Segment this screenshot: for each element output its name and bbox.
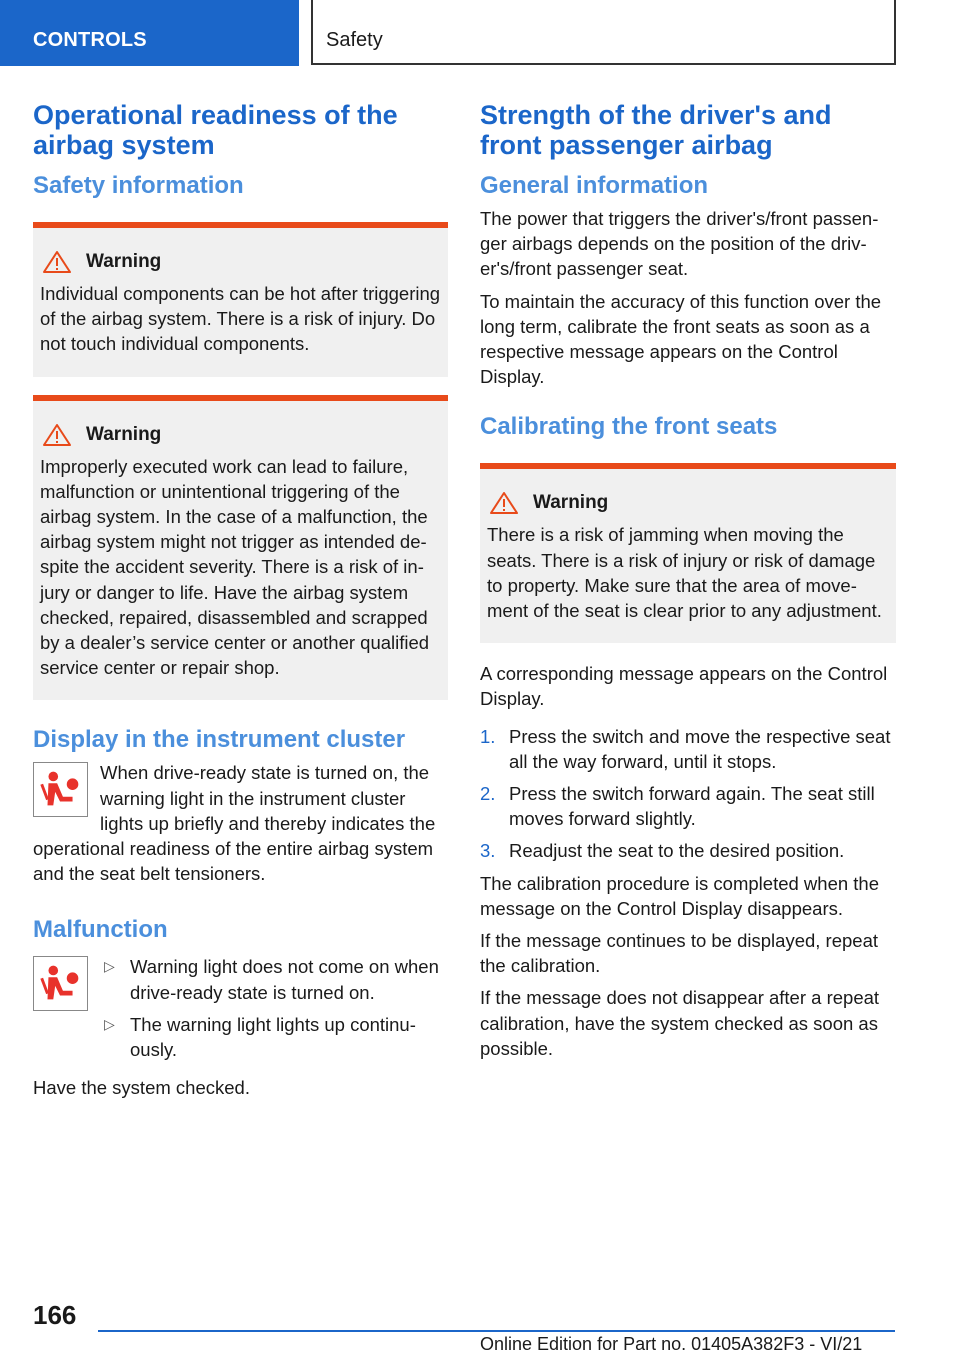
paragraph: To maintain the accuracy of this function over the long term, calibrate the front seats as soon as a respective message appears on the Control Display.: [480, 290, 882, 388]
airbag-warning-light-icon: [33, 956, 88, 1011]
warning-text: Improperly executed work can lead to failure, malfunction or unintentional triggering of the airbag system. In the case of a malfunction, the airbag system might not trigger as intended despite the accident severity. There is a risk of injury or danger to life. Have the airbag system checked, repaired, disassembled and scrapped by a dealer’s service center or another qualified service center or repair shop.: [40, 455, 430, 679]
page-header: [0, 0, 960, 66]
list-item: ▷ The warning light lights up continuously.: [104, 1013, 416, 1061]
paragraph: The power that triggers the driver's/front passenger airbags depends on the position of the driver's/front passenger seat.: [480, 208, 879, 280]
section-title-airbag-strength: Strength of the driver's and front passenger airbag: [480, 100, 832, 160]
step-number: 1.: [480, 725, 496, 747]
list-item: [480, 781, 896, 831]
step-number: 2.: [480, 783, 496, 805]
list-item: [480, 724, 896, 774]
warning-text: There is a risk of jamming when moving the seats. There is a risk of injury or risk of damage to property. Make sure that the area of movement of the seat is clear prior to any adjustment.: [487, 524, 882, 622]
subheading-display-instrument-cluster: Display in the instrument cluster: [33, 726, 406, 754]
subheading-malfunction: Malfunction: [33, 916, 168, 944]
warning-triangle-icon: [42, 250, 72, 274]
warning-box-improper-work: [33, 395, 448, 701]
warning-box-hot-components: [33, 222, 448, 377]
warning-triangle-icon: [42, 423, 72, 447]
left-column: [33, 100, 448, 1107]
paragraph: The calibration procedure is completed when the message on the Control Display disappears.: [480, 872, 880, 919]
subheading-general-information: General information: [480, 172, 709, 199]
footer-divider: [98, 1330, 895, 1332]
section-title-airbag-readiness: Operational readiness of the airbag system: [33, 100, 398, 160]
section-tab-controls: CONTROLS: [0, 0, 299, 66]
step-text: Press the switch forward again. The seat still moves forward slightly.: [509, 783, 875, 830]
malfunction-block: [33, 954, 448, 1100]
display-description: When drive-ready state is turned on, the warning light in the instrument cluster lights up briefly and thereby indicates the operational readiness of the entire airbag system and the seat belt tensioners.: [33, 762, 436, 885]
page-number: 166: [33, 1300, 77, 1330]
chapter-tab-safety: Safety: [311, 0, 896, 65]
subheading-safety-information: Safety information: [33, 172, 244, 199]
step-text: Readjust the seat to the desired position.: [509, 840, 845, 862]
triangle-right-bullet-icon: ▷: [104, 958, 115, 975]
display-indicator-block: [33, 760, 448, 886]
paragraph: A corresponding message appears on the Control Display.: [480, 663, 888, 710]
list-item: [480, 838, 896, 863]
airbag-warning-light-icon: [33, 762, 88, 817]
right-column: [480, 100, 896, 1068]
subheading-calibrating-front-seats: Calibrating the front seats: [480, 413, 778, 441]
warning-title: Warning: [533, 492, 609, 514]
step-number: 3.: [480, 840, 496, 862]
list-item: ▷ Warning light does not come on when drive-ready state is turned on.: [104, 956, 439, 1003]
step-text: Press the switch and move the respective seat all the way forward, until it stops.: [509, 725, 891, 772]
triangle-right-bullet-icon: ▷: [104, 1015, 115, 1032]
warning-title: Warning: [86, 423, 162, 445]
footer-edition-text: Online Edition for Part no. 01405A382F3 - VI/21: [480, 1334, 863, 1354]
malfunction-followup: Have the system checked.: [33, 1077, 250, 1099]
warning-title: Warning: [86, 251, 162, 272]
warning-triangle-icon: [489, 491, 519, 515]
warning-box-jamming: [480, 463, 896, 643]
malfunction-list: [102, 954, 448, 1069]
calibration-steps: [480, 724, 896, 864]
paragraph: If the message does not disappear after a repeat calibration, have the system checked as soon as possible.: [480, 987, 880, 1059]
warning-text: Individual components can be hot after triggering of the airbag system. There is a risk of injury. Do not touch individual components.: [40, 283, 441, 355]
paragraph: If the message continues to be displayed, repeat the calibration.: [480, 930, 879, 977]
